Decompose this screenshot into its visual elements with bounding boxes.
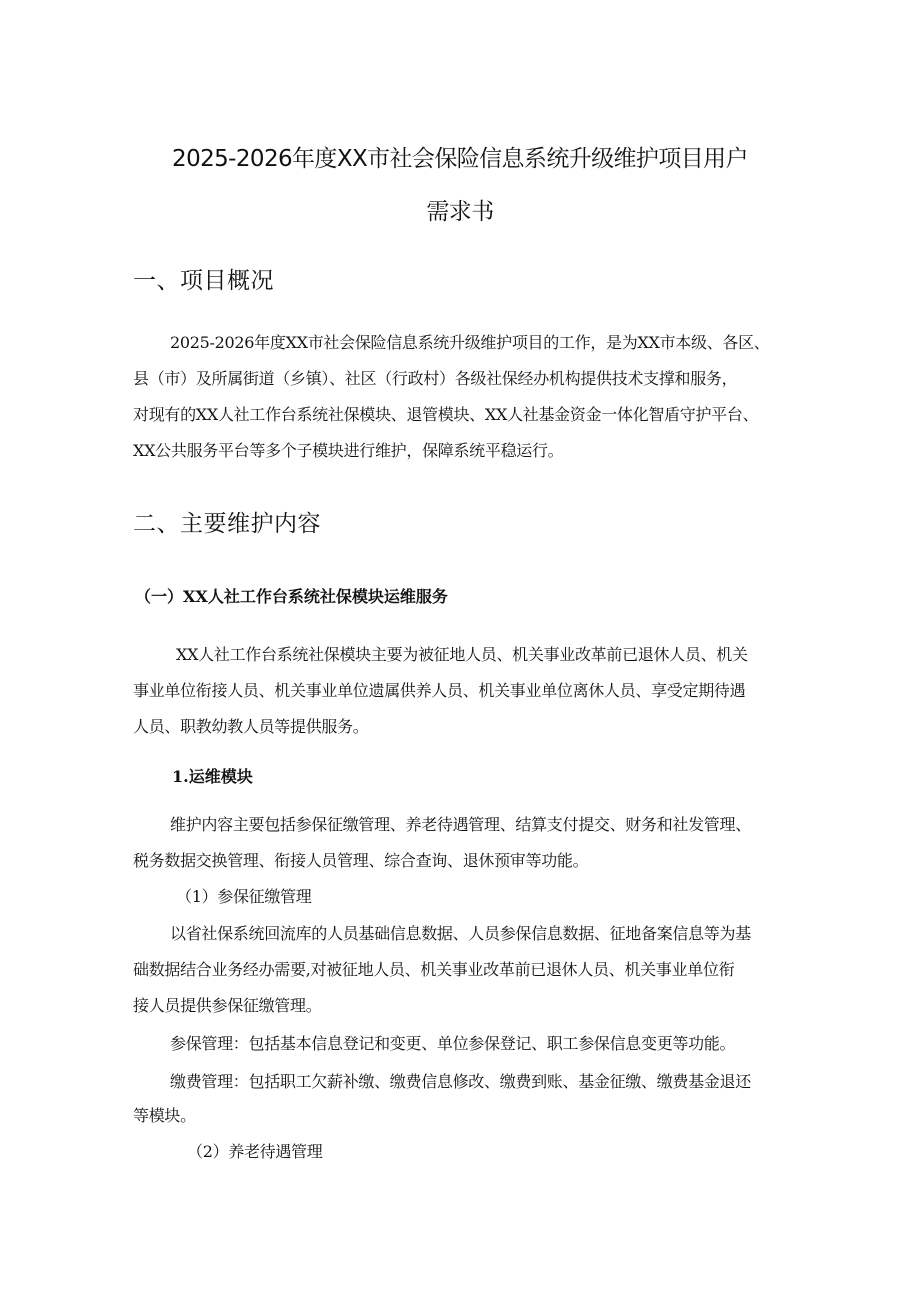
payment-management-line: 缴费管理：包括职工欠薪补缴、缴费信息修改、缴费到账、基金征缴、缴费基金退还 bbox=[170, 1072, 751, 1091]
overview-paragraph-line: 2025-2026年度XX市社会保险信息系统升级维护项目的工作，是为XX市本级、各区、 bbox=[170, 333, 770, 352]
subitem-heading-contribution: （1）参保征缴管理 bbox=[176, 887, 312, 906]
contribution-paragraph-line: 础数据结合业务经办需要,对被征地人员、机关事业改革前已退休人员、机关事业单位衔 bbox=[133, 960, 735, 979]
payment-management-line: 等模块。 bbox=[133, 1106, 196, 1125]
contribution-paragraph-line: 接人员提供参保征缴管理。 bbox=[133, 996, 322, 1015]
overview-paragraph-line: XX公共服务平台等多个子模块进行维护，保障系统平稳运行。 bbox=[133, 441, 564, 460]
ops-module-paragraph-line: 税务数据交换管理、衔接人员管理、综合查询、退休预审等功能。 bbox=[133, 851, 589, 870]
section-heading-maintenance: 二、主要维护内容 bbox=[133, 511, 321, 537]
document-title-line2: 需求书 bbox=[426, 199, 494, 225]
item-heading-ops-module: 1.运维模块 bbox=[172, 767, 253, 786]
document-title-line1: 2025-2026年度XX市社会保险信息系统升级维护项目用户 bbox=[172, 146, 748, 172]
overview-paragraph-line: 县（市）及所属街道（乡镇）、社区（行政村）各级社保经办机构提供技术支撑和服务， bbox=[133, 369, 738, 388]
subsection-heading-workbench: （一）XX人社工作台系统社保模块运维服务 bbox=[135, 587, 448, 606]
enrollment-management-line: 参保管理：包括基本信息登记和变更、单位参保登记、职工参保信息变更等功能。 bbox=[170, 1034, 736, 1053]
subitem-heading-pension: （2）养老待遇管理 bbox=[187, 1142, 323, 1161]
workbench-paragraph-line: XX人社工作台系统社保模块主要为被征地人员、机关事业改革前已退休人员、机关 bbox=[176, 645, 748, 664]
workbench-paragraph-line: 人员、职教幼教人员等提供服务。 bbox=[133, 717, 369, 736]
contribution-paragraph-line: 以省社保系统回流库的人员基础信息数据、人员参保信息数据、征地备案信息等为基 bbox=[170, 924, 751, 943]
ops-module-paragraph-line: 维护内容主要包括参保征缴管理、养老待遇管理、结算支付提交、财务和社发管理、 bbox=[170, 815, 751, 834]
workbench-paragraph-line: 事业单位衔接人员、机关事业单位遗属供养人员、机关事业单位离休人员、享受定期待遇 bbox=[133, 681, 746, 700]
section-heading-overview: 一、项目概况 bbox=[133, 268, 274, 294]
overview-paragraph-line: 对现有的XX人社工作台系统社保模块、退管模块、XX人社基金资金一体化智盾守护平台、 bbox=[133, 405, 759, 424]
